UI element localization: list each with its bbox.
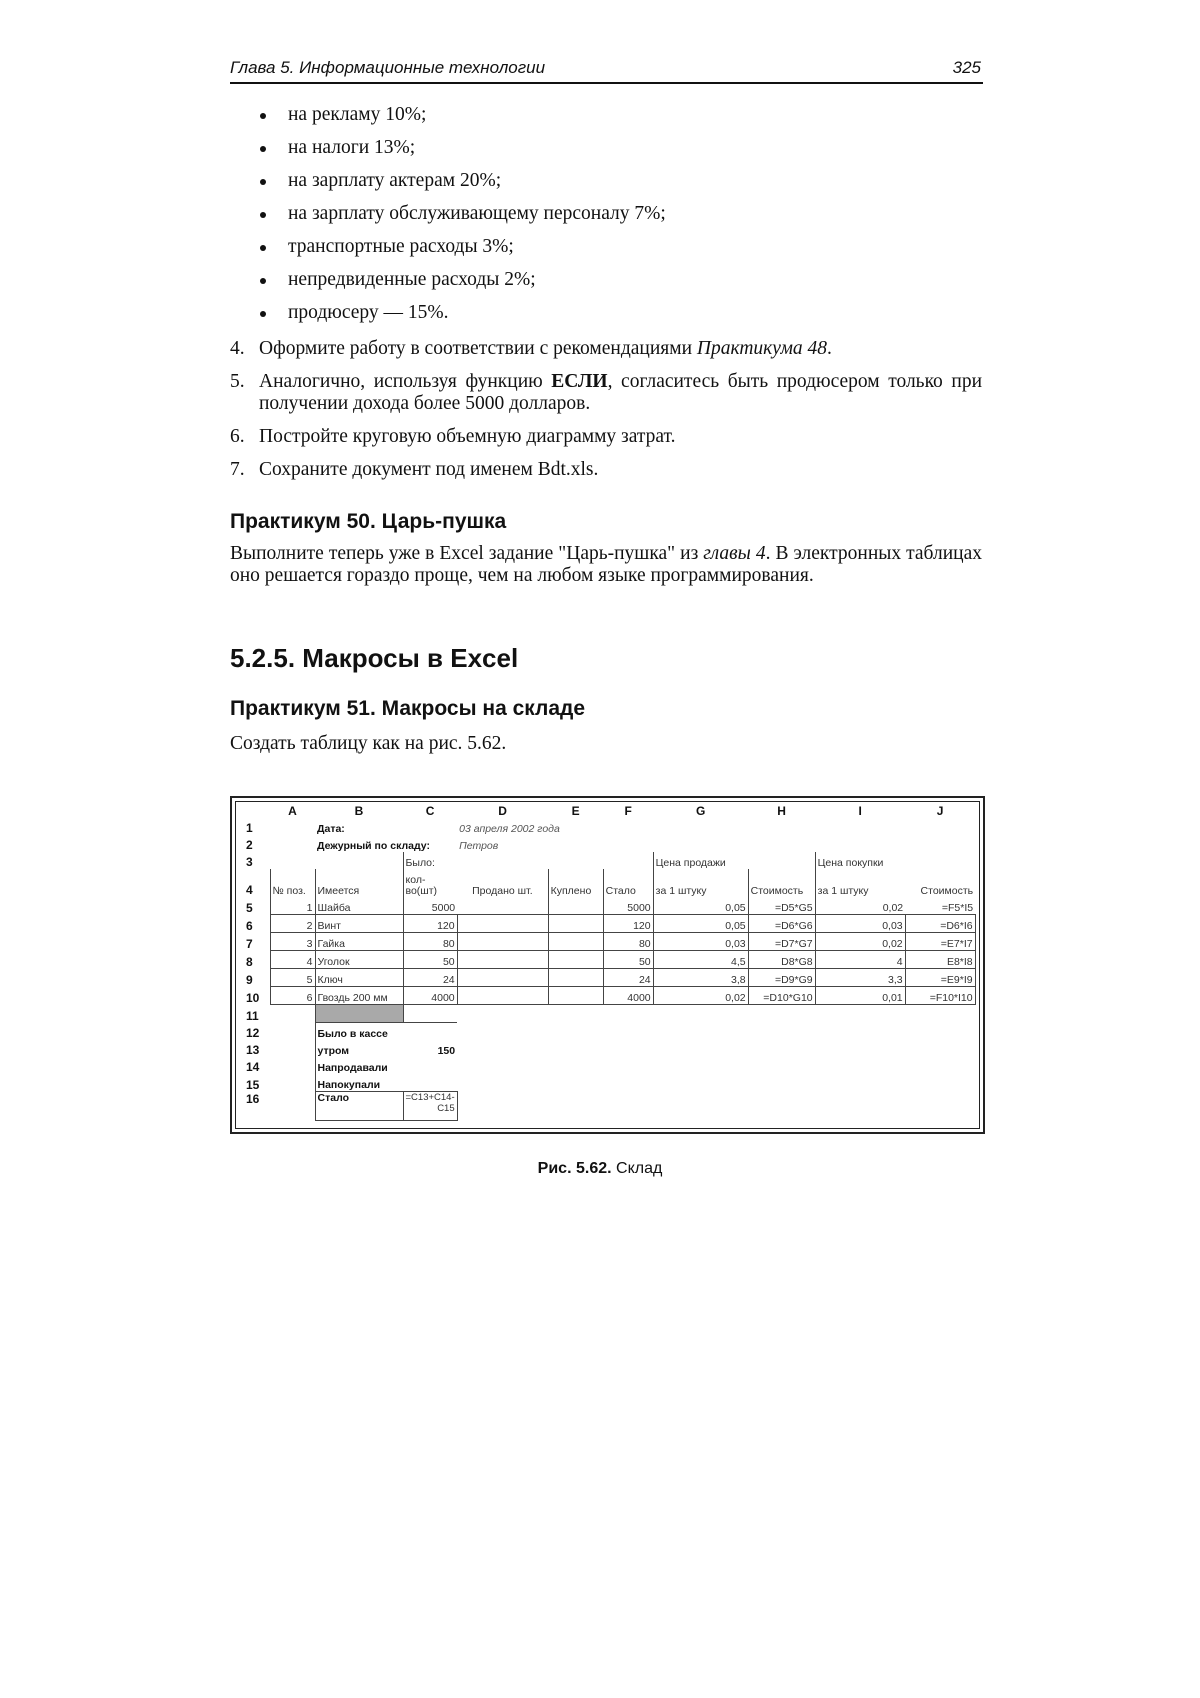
cell: 4 — [815, 951, 905, 969]
row-header: 1 — [246, 821, 253, 835]
duty-value: Петров — [459, 840, 499, 852]
cell: 50 — [603, 951, 653, 969]
cell — [270, 1092, 315, 1121]
spreadsheet-figure — [230, 796, 985, 1134]
cell: D8*G8 — [748, 951, 815, 969]
sheet-row — [240, 1040, 975, 1057]
step-text: Оформите работу в соответствии с рекомендациями — [259, 338, 697, 359]
cell: 5000 — [603, 897, 653, 915]
sheet-row — [240, 818, 975, 835]
cell: 0,03 — [653, 933, 748, 951]
cash-label: Напродавали — [315, 1057, 403, 1074]
cell — [457, 897, 548, 915]
step-item — [230, 338, 982, 360]
cell — [548, 987, 603, 1005]
row-header: 15 — [246, 1077, 260, 1092]
sheet-row — [240, 1005, 975, 1023]
header-cell: за 1 штуку — [815, 869, 905, 897]
cell — [457, 933, 548, 951]
cell — [457, 1023, 975, 1041]
table-row — [240, 897, 975, 915]
cell — [457, 1040, 975, 1057]
header-cell: Продано шт. — [472, 885, 533, 897]
list-item: на налоги 13%; — [258, 137, 666, 170]
cell — [403, 1057, 975, 1074]
column-header: H — [777, 804, 786, 818]
cash-label: утром — [315, 1040, 403, 1057]
selected-cell — [315, 1005, 403, 1023]
formula-cell: =C13+C14-C15 — [403, 1092, 457, 1121]
cell — [270, 852, 315, 869]
row-header: 2 — [246, 838, 253, 852]
row-header: 11 — [246, 1008, 259, 1023]
header-cell: Имеется — [315, 869, 403, 897]
cell — [457, 987, 548, 1005]
cell — [548, 915, 603, 933]
cell — [548, 969, 603, 987]
caption-label: Рис. 5.62. — [537, 1160, 612, 1177]
cell — [457, 852, 653, 869]
figure-caption — [0, 1160, 1200, 1178]
cell: =D10*G10 — [748, 987, 815, 1005]
row-header: 9 — [246, 972, 253, 987]
cell: 4000 — [603, 987, 653, 1005]
row-header: 5 — [246, 900, 253, 915]
cell — [270, 1057, 315, 1074]
cell: 2 — [270, 915, 315, 933]
cell: 0,02 — [815, 897, 905, 915]
row-header: 7 — [246, 936, 253, 951]
cell — [270, 835, 315, 852]
list-item: транспортные расходы 3%; — [258, 236, 666, 269]
cell — [457, 1092, 975, 1121]
sheet-row — [240, 1092, 975, 1121]
cell: Гвоздь 200 мм — [315, 987, 403, 1005]
cell — [457, 915, 548, 933]
cell: 24 — [603, 969, 653, 987]
table-row — [240, 987, 975, 1005]
cell: Гайка — [315, 933, 403, 951]
cell: Было: — [403, 852, 457, 869]
page-number: 325 — [952, 58, 981, 77]
table-row — [240, 951, 975, 969]
step-item — [230, 371, 982, 415]
practicum-51-text: Создать таблицу как на рис. 5.62. — [230, 733, 507, 754]
cell — [315, 852, 403, 869]
cell: Уголок — [315, 951, 403, 969]
column-header: C — [425, 804, 435, 818]
cell: 24 — [403, 969, 457, 987]
header-cell: Куплено — [548, 869, 603, 897]
cell: =D6*I6 — [905, 915, 975, 933]
cell: Ключ — [315, 969, 403, 987]
cell: 80 — [403, 933, 457, 951]
spreadsheet-table — [240, 804, 976, 1121]
cell — [270, 1023, 315, 1041]
row-header: 14 — [246, 1060, 260, 1074]
row-header: 12 — [246, 1026, 260, 1040]
column-header-row — [240, 804, 975, 818]
step-ref: Практикума 48 — [696, 338, 828, 359]
cell — [270, 1005, 315, 1023]
step-text-end: , согласитесь быть продюсером только при получении дохода более 5000 долларов. — [259, 371, 983, 414]
cell — [270, 818, 315, 835]
header-cell: Стало — [603, 869, 653, 897]
cell — [270, 1074, 315, 1092]
header-cell: № поз. — [270, 869, 315, 897]
cell: 4,5 — [653, 951, 748, 969]
list-item: на зарплату обслуживающему персоналу 7%; — [258, 203, 666, 236]
cell: 3,3 — [815, 969, 905, 987]
cell: E8*I8 — [905, 951, 975, 969]
row-header: 8 — [246, 954, 253, 969]
cash-label: Стало — [315, 1092, 403, 1121]
cell: Цена покупки — [815, 852, 975, 869]
step-number: 5. — [230, 371, 245, 392]
sheet-row — [240, 1023, 975, 1041]
caption-text: Склад — [616, 1160, 663, 1177]
sheet-row — [240, 852, 975, 869]
column-header: D — [498, 804, 507, 818]
cell: =D7*G7 — [748, 933, 815, 951]
cash-label: Было в кассе — [315, 1023, 403, 1041]
cell: 5 — [270, 969, 315, 987]
cell: 0,02 — [815, 933, 905, 951]
list-item: продюсеру — 15%. — [258, 302, 666, 335]
header-cell: кол-во(шт) — [403, 869, 457, 897]
column-header: B — [354, 804, 364, 818]
cell: =E7*I7 — [905, 933, 975, 951]
header-cell: Стоимость — [920, 885, 974, 897]
cash-label: Напокупали — [315, 1074, 403, 1092]
header-cell: за 1 штуку — [653, 869, 748, 897]
cell: 0,03 — [815, 915, 905, 933]
step-text-end: . — [827, 338, 832, 359]
cell: 120 — [403, 915, 457, 933]
cell: 4 — [270, 951, 315, 969]
cell: =D6*G6 — [748, 915, 815, 933]
cell: 5000 — [403, 897, 457, 915]
cell — [457, 969, 548, 987]
table-row — [240, 933, 975, 951]
chapter-ref: главы 4 — [703, 543, 766, 564]
text-part: Выполните теперь уже в Excel задание "Царь-пушка" из — [230, 543, 704, 564]
cell — [403, 1005, 975, 1023]
column-header: J — [936, 804, 944, 818]
list-item: непредвиденные расходы 2%; — [258, 269, 666, 302]
cell: 3 — [270, 933, 315, 951]
section-heading: 5.2.5. Макросы в Excel — [230, 643, 519, 673]
cell — [403, 1074, 975, 1092]
row-header: 4 — [246, 883, 253, 897]
column-header: F — [624, 804, 632, 818]
cell: Цена продажи — [653, 852, 815, 869]
table-row — [240, 969, 975, 987]
step-text: Сохраните документ под именем Bdt.xls. — [259, 459, 599, 480]
cell — [403, 1023, 457, 1041]
cell: =E9*I9 — [905, 969, 975, 987]
column-header: G — [695, 804, 706, 818]
cell: =F5*I5 — [941, 902, 974, 914]
duty-label: Дежурный по складу: — [317, 840, 430, 852]
cell: 3,8 — [653, 969, 748, 987]
row-header: 13 — [246, 1043, 260, 1057]
corner-cell — [240, 804, 270, 818]
sheet-row — [240, 1074, 975, 1092]
date-label: Дата: — [317, 823, 345, 835]
text-part: . В электронных таблицах оно решается гораздо проще, чем на любом языке программирования. — [230, 543, 983, 586]
step-item — [230, 426, 982, 448]
date-value: 03 апреля 2002 года — [459, 823, 560, 835]
cell: 1 — [270, 897, 315, 915]
header-cell: Стоимость — [748, 869, 815, 897]
cell: 0,02 — [653, 987, 748, 1005]
sheet-row — [240, 869, 975, 897]
cell: =D9*G9 — [748, 969, 815, 987]
cell — [457, 951, 548, 969]
step-text: Аналогично, используя функцию — [259, 371, 552, 392]
step-item — [230, 459, 982, 481]
row-header: 3 — [246, 855, 253, 869]
cell: 120 — [603, 915, 653, 933]
list-item: на зарплату актерам 20%; — [258, 170, 666, 203]
step-number: 7. — [230, 459, 245, 480]
cell: =D5*G5 — [748, 897, 815, 915]
expense-list — [258, 104, 666, 335]
cell — [548, 933, 603, 951]
cell — [270, 1040, 315, 1057]
list-item: на рекламу 10%; — [258, 104, 666, 137]
practicum-51-heading: Практикум 51. Макросы на складе — [230, 697, 586, 720]
numbered-steps — [230, 338, 982, 492]
sheet-row — [240, 835, 975, 852]
cell: =F10*I10 — [905, 987, 975, 1005]
cell: 0,05 — [653, 897, 748, 915]
spreadsheet-frame — [235, 801, 980, 1129]
running-head — [230, 56, 983, 84]
cell: 80 — [603, 933, 653, 951]
cash-value: 150 — [437, 1045, 456, 1057]
cell: 4000 — [403, 987, 457, 1005]
step-number: 6. — [230, 426, 245, 447]
row-header: 16 — [246, 1091, 260, 1106]
row-header: 10 — [246, 990, 260, 1005]
chapter-title: Глава 5. Информационные технологии — [230, 58, 546, 77]
cell: 6 — [270, 987, 315, 1005]
column-header: I — [858, 804, 862, 818]
column-header: A — [288, 804, 297, 818]
sheet-row — [240, 1057, 975, 1074]
practicum-50-heading: Практикум 50. Царь-пушка — [230, 510, 507, 533]
cell: 50 — [403, 951, 457, 969]
practicum-50-text — [230, 543, 982, 587]
cell: 0,01 — [815, 987, 905, 1005]
cell — [653, 818, 975, 835]
cell: Винт — [315, 915, 403, 933]
table-row — [240, 915, 975, 933]
step-number: 4. — [230, 338, 245, 359]
column-header: E — [571, 804, 580, 818]
cell: Шайба — [315, 897, 403, 915]
cell — [548, 951, 603, 969]
cell — [548, 897, 603, 915]
cell — [653, 835, 975, 852]
cell: 0,05 — [653, 915, 748, 933]
step-text: Постройте круговую объемную диаграмму затрат. — [259, 426, 676, 447]
row-header: 6 — [246, 918, 253, 933]
function-name: ЕСЛИ — [551, 371, 608, 392]
